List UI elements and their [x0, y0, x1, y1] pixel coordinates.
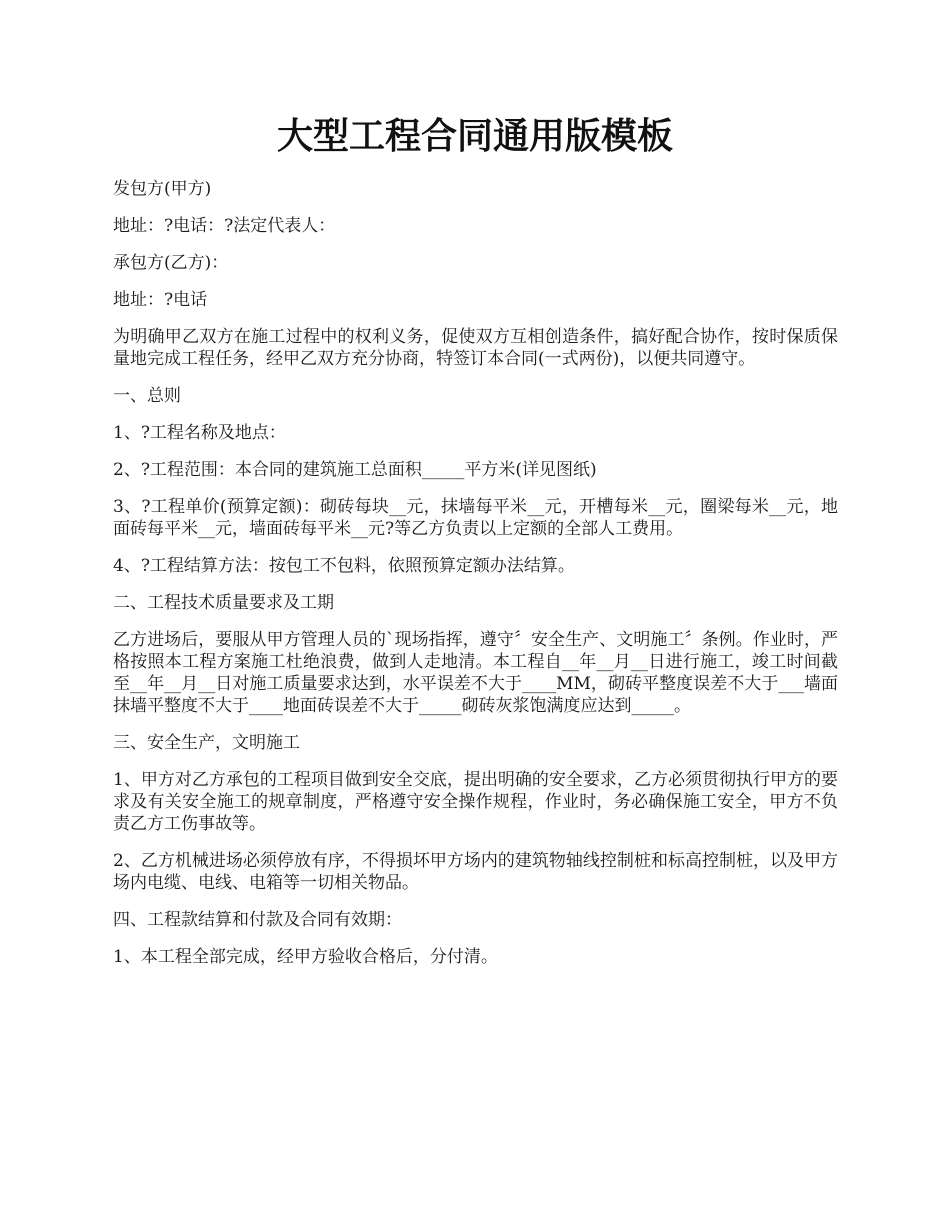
clause-project-name: 1、?工程名称及地点： [113, 423, 286, 443]
clause-safety-briefing: 1、甲方对乙方承包的工程项目做到安全交底，提出明确的安全要求，乙方必须贯彻执行甲方的要求及有关安全施工的规章制度，严格遵守安全操作规程，作业时，务必确保施工安全，甲方不负责乙方工伤事故等。 [113, 770, 838, 834]
document-body [113, 178, 838, 983]
section-heading-general: 一、总则 [113, 386, 181, 406]
clause-unit-price: 3、?工程单价(预算定额)：砌砖每块__元，抹墙每平米__元，开槽每米__元，圈梁每米__元，地面砖每平米__元，墙面砖每平米__元?等乙方负责以上定额的全部人工费用。 [113, 497, 838, 539]
clause-final-payment: 1、本工程全部完成，经甲方验收合格后，分付清。 [113, 947, 498, 967]
clause-settlement-method: 4、?工程结算方法：按包工不包料，依照预算定额办法结算。 [113, 556, 575, 576]
party-a-heading: 发包方(甲方) [113, 179, 212, 199]
clause-project-scope: 2、?工程范围：本合同的建筑施工总面积_____平方米(详见图纸) [113, 460, 597, 480]
section-heading-quality: 二、工程技术质量要求及工期 [113, 593, 334, 613]
clause-machinery-entry: 2、乙方机械进场必须停放有序，不得损坏甲方场内的建筑物轴线控制桩和标高控制桩，以及甲方场内电缆、电线、电箱等一切相关物品。 [113, 851, 838, 893]
party-b-heading: 承包方(乙方)： [113, 253, 229, 273]
section-heading-safety: 三、安全生产，文明施工 [113, 733, 300, 753]
party-a-contact: 地址：?电话：?法定代表人： [113, 216, 336, 236]
document-title: 大型工程合同通用版模板 [276, 115, 673, 157]
quality-requirements-paragraph: 乙方进场后，要服从甲方管理人员的`现场指挥，遵守〞安全生产、文明施工〞条例。作业时，严格按照本工程方案施工杜绝浪费，做到人走地清。本工程自__年__月__日进行施工，竣工时间截至__年__月__日对施工质量要求达到，水平误差不大于____MM，砌砖平整度误差不大于___墙面抹墙平整度不大于____地面砖误差不大于_____砌砖灰浆饱满度应达到_____。 [113, 630, 838, 716]
preamble-paragraph: 为明确甲乙双方在施工过程中的权利义务，促使双方互相创造条件，搞好配合协作，按时保质保量地完成工程任务，经甲乙双方充分协商，特签订本合同(一式两份)，以便共同遵守。 [113, 327, 838, 369]
section-heading-payment: 四、工程款结算和付款及合同有效期： [113, 910, 402, 930]
party-b-contact: 地址：?电话 [113, 290, 208, 310]
